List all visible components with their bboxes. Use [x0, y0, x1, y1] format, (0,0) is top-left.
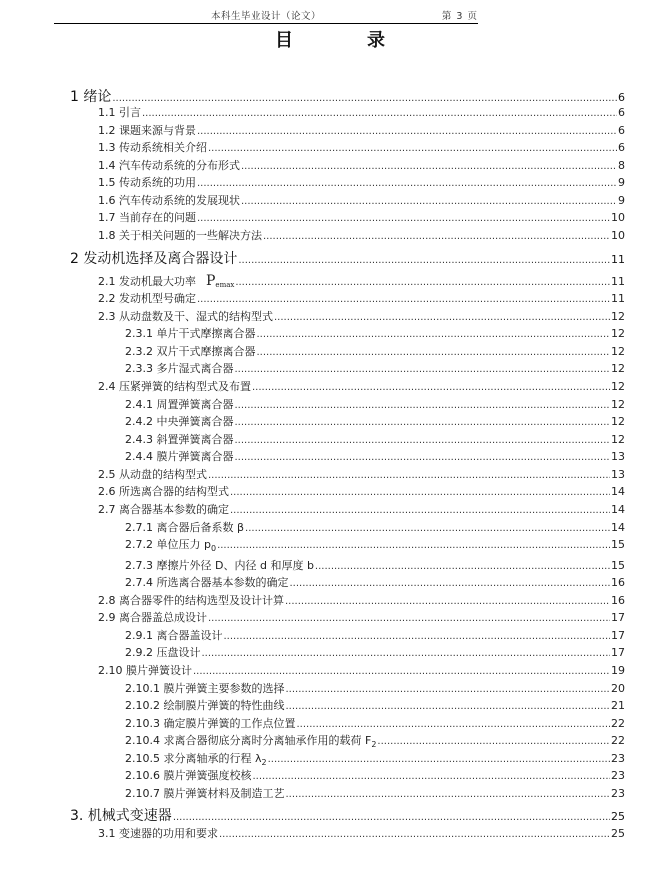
toc-entry-number: 2.7	[98, 503, 116, 516]
toc-entry-number: 1.7	[98, 211, 116, 224]
toc-entry[interactable]	[98, 290, 625, 306]
toc-entry-label	[125, 680, 285, 696]
toc-entry-number: 2.10.7	[125, 787, 160, 800]
toc-entry[interactable]	[125, 750, 625, 766]
toc-entry[interactable]	[125, 448, 625, 464]
toc-entry-number: 2.3.3	[125, 362, 153, 375]
page-header	[54, 6, 478, 24]
toc-entry-number: 1.8	[98, 229, 116, 242]
toc-entry-title: 课题来源与背景	[119, 124, 196, 137]
toc-entry-page-number: 13	[611, 450, 625, 463]
toc-entry-page-number: 12	[611, 415, 625, 428]
toc-leader-dots	[268, 754, 610, 765]
toc-entry-title: 压紧弹簧的结构型式及布置	[119, 380, 251, 393]
toc-leader-dots	[290, 578, 611, 589]
toc-entry-page-number: 21	[611, 699, 625, 712]
toc-entry[interactable]	[125, 325, 625, 341]
subscript: 2	[371, 740, 377, 749]
toc-entry-number: 2.1	[98, 275, 116, 288]
toc-entry-label	[125, 715, 296, 731]
toc-leader-dots	[285, 596, 610, 607]
toc-entry-page-number: 11	[611, 275, 625, 288]
toc-entry-page-number: 17	[611, 611, 625, 624]
toc-entry[interactable]	[125, 644, 625, 660]
toc-entry-number: 2.10.4	[125, 734, 160, 747]
toc-entry-label	[125, 519, 244, 535]
toc-entry-title: 从动盘的结构型式	[119, 468, 207, 481]
toc-entry-title: 离合器后备系数 β	[156, 521, 245, 534]
toc-leader-dots	[315, 561, 610, 572]
toc-entry-number: 2.7.2	[125, 538, 153, 551]
toc-entry-page-number: 14	[611, 485, 625, 498]
toc-entry-label	[98, 174, 196, 190]
toc-entry-page-number: 23	[611, 752, 625, 765]
toc-entry[interactable]	[70, 248, 625, 267]
toc-entry-label	[125, 536, 216, 553]
toc-entry-label	[70, 805, 172, 825]
toc-entry-title: 离合器盖总成设计	[119, 611, 207, 624]
toc-leader-dots	[142, 108, 617, 119]
toc-entry-number: 2.3	[98, 310, 116, 323]
toc-entry-title: 膜片弹簧设计	[126, 664, 192, 677]
toc-entry-page-number: 22	[611, 734, 625, 747]
toc-entry[interactable]	[98, 501, 625, 517]
toc-entry-page-number: 11	[611, 253, 625, 266]
header-title: 本科生毕业设计（论文）	[210, 11, 321, 22]
toc-entry-title: 从动盘数及干、湿式的结构型式	[119, 310, 273, 323]
toc-entry-title: 发动机选择及离合器设计	[83, 251, 238, 267]
toc-entry[interactable]	[70, 805, 625, 824]
toc-entry-page-number: 10	[611, 229, 625, 242]
toc-entry-label	[125, 644, 201, 660]
toc-entry-number: 2.4.4	[125, 450, 153, 463]
toc-entry-number: 1.1	[98, 106, 116, 119]
toc-entry-number: 2.10.5	[125, 752, 160, 765]
toc-entry[interactable]	[98, 227, 625, 243]
toc-entry[interactable]	[98, 378, 625, 394]
toc-entry[interactable]	[125, 557, 625, 573]
toc-leader-dots	[208, 470, 610, 481]
toc-entry-label	[125, 557, 314, 573]
toc-leader-dots	[230, 505, 610, 516]
toc-leader-dots	[112, 93, 617, 104]
toc-entry[interactable]	[125, 519, 625, 535]
toc-leader-dots	[208, 143, 617, 154]
toc-entry-label	[125, 697, 285, 713]
toc-entry-label	[125, 325, 256, 341]
toc-leader-dots	[286, 684, 611, 695]
toc-entry[interactable]	[98, 466, 625, 482]
toc-entry-title: 确定膜片弹簧的工作点位置	[163, 717, 296, 730]
toc-entry[interactable]	[98, 104, 625, 120]
toc-entry-page-number: 12	[611, 433, 625, 446]
toc-entry-number: 2.4.3	[125, 433, 153, 446]
toc-entry-title: 膜片弹簧主要参数的选择	[163, 682, 285, 695]
toc-leader-dots	[377, 736, 610, 747]
toc-entry-label	[98, 273, 234, 289]
toc-entry-page-number: 16	[611, 594, 625, 607]
toc-entry-label	[125, 732, 376, 749]
toc-entry-page-number: 11	[611, 292, 625, 305]
toc-leader-dots	[253, 771, 611, 782]
toc-entry-number: 2.5	[98, 468, 116, 481]
toc-entry-page-number: 23	[611, 787, 625, 800]
toc-entry-title: 传动系统相关介绍	[119, 141, 207, 154]
toc-entry-page-number: 9	[618, 194, 625, 207]
toc-entry[interactable]	[98, 122, 625, 138]
toc-leader-dots	[257, 329, 611, 340]
toc-entry[interactable]	[125, 767, 625, 783]
toc-entry[interactable]	[98, 662, 625, 678]
toc-entry-page-number: 17	[611, 646, 625, 659]
toc-entry-number: 2.4	[98, 380, 116, 393]
toc-entry-title: 膜片弹簧强度校核	[163, 769, 252, 782]
toc-entry-title: 传动系统的功用	[119, 176, 196, 189]
toc-leader-dots	[238, 255, 610, 266]
toc-leader-dots	[274, 312, 610, 323]
toc-leader-dots	[286, 701, 611, 712]
toc-entry[interactable]	[98, 273, 625, 289]
toc-entry-label	[125, 785, 285, 801]
toc-entry[interactable]	[125, 431, 625, 447]
toc-entry-page-number: 9	[618, 176, 625, 189]
toc-entry-page-number: 14	[611, 521, 625, 534]
subscript: 2	[261, 758, 267, 767]
toc-entry[interactable]	[125, 360, 625, 376]
toc-entry-title: 摩擦片外径 D、内径 d 和厚度 b	[156, 559, 314, 572]
toc-leader-dots	[197, 213, 610, 224]
toc-leader-dots	[241, 161, 617, 172]
toc-leader-dots	[235, 452, 611, 463]
toc-entry-title: 中央弹簧离合器	[156, 415, 234, 428]
toc-entry-title: 汽车传动系统的分布形式	[119, 159, 240, 172]
toc-leader-dots	[208, 613, 610, 624]
subscript: 0	[210, 544, 217, 553]
toc-entry-page-number: 6	[618, 141, 625, 154]
toc-entry[interactable]	[98, 192, 625, 208]
toc-entry-number: 2.10	[98, 664, 123, 677]
toc-entry-title: 斜置弹簧离合器	[156, 433, 234, 446]
toc-leader-dots	[219, 829, 610, 840]
toc-entry-title: 发动机最大功率	[119, 275, 196, 288]
toc-entry-label	[98, 139, 207, 155]
toc-entry-label	[98, 825, 218, 841]
toc-entry-number: 3.	[70, 808, 84, 824]
toc-entry-page-number: 16	[611, 576, 625, 589]
toc-entry-title: 所选离合器的结构型式	[119, 485, 229, 498]
toc-entry-title: 求分离轴承的行程 λ	[163, 752, 262, 765]
toc-entry-title: 引言	[119, 106, 141, 119]
toc-entry-title: 离合器盖设计	[156, 629, 223, 642]
toc-entry-label	[98, 466, 207, 482]
toc-entry-label	[125, 627, 223, 643]
toc-entry-number: 2	[70, 251, 79, 267]
toc-entry[interactable]	[125, 627, 625, 643]
toc-entry-number: 2.3.2	[125, 345, 153, 358]
toc-entry[interactable]	[98, 209, 625, 225]
toc-entry-label	[70, 248, 237, 268]
toc-entry-title: 膜片弹簧材料及制造工艺	[163, 787, 285, 800]
toc-entry-title: 所选离合器基本参数的确定	[156, 576, 289, 589]
toc-entry-page-number: 6	[618, 91, 625, 104]
toc-entry-number: 1.3	[98, 141, 116, 154]
toc-entry-label	[98, 192, 240, 208]
toc-entry[interactable]	[98, 609, 625, 625]
toc-entry-number: 2.2	[98, 292, 116, 305]
page-title: 目 录	[275, 30, 413, 51]
toc-leader-dots	[235, 417, 611, 428]
toc-entry-title: 多片湿式离合器	[156, 362, 234, 375]
toc-entry-number: 2.3.1	[125, 327, 153, 340]
toc-entry-title: 汽车传动系统的发展现状	[119, 194, 240, 207]
toc-entry-page-number: 19	[611, 664, 625, 677]
toc-entry[interactable]	[98, 483, 625, 499]
toc-entry-label	[125, 360, 234, 376]
toc-entry-page-number: 14	[611, 503, 625, 516]
toc-entry-title: 离合器零件的结构选型及设计计算	[119, 594, 284, 607]
toc-entry-number: 2.7.1	[125, 521, 153, 534]
toc-entry-number: 2.6	[98, 485, 116, 498]
toc-leader-dots	[230, 487, 610, 498]
toc-entry-title: 绪论	[83, 89, 112, 105]
toc-entry-page-number: 15	[611, 538, 625, 551]
toc-entry-page-number: 25	[611, 827, 625, 840]
toc-entry[interactable]	[98, 174, 625, 190]
toc-entry-title: 变速器的功用和要求	[119, 827, 218, 840]
toc-entry-page-number: 25	[611, 810, 625, 823]
toc-entry-title: 膜片弹簧离合器	[156, 450, 234, 463]
toc-entry-page-number: 12	[611, 310, 625, 323]
toc-leader-dots	[297, 719, 611, 730]
toc-leader-dots	[241, 196, 617, 207]
toc-entry-number: 2.7.4	[125, 576, 153, 589]
toc-entry-label	[98, 592, 284, 608]
toc-entry-title: 压盘设计	[156, 646, 201, 659]
toc-entry-label	[98, 609, 207, 625]
toc-leader-dots	[202, 648, 611, 659]
toc-entry[interactable]	[125, 785, 625, 801]
toc-entry-title: 机械式变速器	[87, 808, 172, 824]
toc-entry-number: 1.2	[98, 124, 116, 137]
toc-entry-number: 2.4.1	[125, 398, 153, 411]
toc-entry-label	[98, 662, 192, 678]
toc-entry-page-number: 15	[611, 559, 625, 572]
toc-entry-label	[98, 290, 196, 306]
toc-entry-title: 绘制膜片弹簧的特性曲线	[163, 699, 285, 712]
toc-entry[interactable]	[98, 592, 625, 608]
toc-leader-dots	[217, 540, 610, 551]
toc-leader-dots	[252, 382, 610, 393]
toc-entry-label	[98, 209, 196, 225]
toc-entry-title: 离合器基本参数的确定	[119, 503, 229, 516]
toc-entry[interactable]	[125, 697, 625, 713]
toc-entry-number: 1	[70, 89, 79, 105]
toc-entry[interactable]	[98, 157, 625, 173]
toc-entry[interactable]	[125, 732, 625, 748]
toc-leader-dots	[235, 435, 611, 446]
toc-entry-title: 发动机型号确定	[119, 292, 196, 305]
toc-entry-number: 2.7.3	[125, 559, 153, 572]
toc-leader-dots	[235, 277, 610, 288]
toc-leader-dots	[235, 364, 611, 375]
toc-entry-page-number: 20	[611, 682, 625, 695]
formula-symbol: $P_{emax}$	[206, 273, 235, 289]
toc-entry-page-number: 12	[611, 362, 625, 375]
toc-entry[interactable]	[125, 536, 625, 552]
toc-entry[interactable]	[125, 413, 625, 429]
toc-entry-title: 单位压力 p	[156, 538, 211, 551]
toc-entry-label	[98, 227, 262, 243]
toc-entry-number: 2.9	[98, 611, 116, 624]
toc-entry-page-number: 17	[611, 629, 625, 642]
toc-entry-label	[98, 483, 229, 499]
toc-entry-label	[125, 750, 267, 767]
toc-leader-dots	[224, 631, 611, 642]
toc-entry-page-number: 8	[618, 159, 625, 172]
toc-entry-label	[98, 104, 141, 120]
toc-leader-dots	[286, 789, 611, 800]
toc-entry-label	[125, 396, 234, 412]
toc-leader-dots	[197, 126, 617, 137]
toc-entry-number: 2.8	[98, 594, 116, 607]
toc-entry-number: 3.1	[98, 827, 116, 840]
toc-entry-page-number: 13	[611, 468, 625, 481]
toc-entry-page-number: 6	[618, 124, 625, 137]
toc-entry-number: 2.10.6	[125, 769, 160, 782]
toc-entry-label	[125, 448, 234, 464]
toc-entry-label	[98, 308, 273, 324]
toc-entry-page-number: 12	[611, 380, 625, 393]
toc-entry[interactable]	[98, 825, 625, 841]
toc-entry-number: 2.10.2	[125, 699, 160, 712]
toc-leader-dots	[263, 231, 610, 242]
toc-entry-page-number: 12	[611, 398, 625, 411]
toc-entry-number: 2.10.3	[125, 717, 160, 730]
toc-entry[interactable]	[98, 308, 625, 324]
toc-entry[interactable]	[98, 139, 625, 155]
toc-entry-label	[70, 86, 111, 106]
toc-leader-dots	[193, 666, 610, 677]
toc-entry-label	[98, 501, 229, 517]
toc-entry-number: 1.6	[98, 194, 116, 207]
toc-leader-dots	[235, 400, 611, 411]
toc-entry[interactable]	[125, 574, 625, 590]
toc-entry-page-number: 12	[611, 327, 625, 340]
toc-entry-title: 当前存在的问题	[119, 211, 196, 224]
toc-entry-page-number: 12	[611, 345, 625, 358]
toc-entry-title: 周置弹簧离合器	[156, 398, 234, 411]
toc-entry-label	[125, 574, 289, 590]
toc-entry[interactable]	[125, 396, 625, 412]
toc-entry-number: 2.9.1	[125, 629, 153, 642]
toc-leader-dots	[173, 812, 610, 823]
toc-entry[interactable]	[70, 86, 625, 105]
toc-entry-page-number: 22	[611, 717, 625, 730]
toc-entry-number: 2.9.2	[125, 646, 153, 659]
toc-leader-dots	[197, 178, 617, 189]
toc-entry-page-number: 6	[618, 106, 625, 119]
toc-entry-title: 单片干式摩擦离合器	[156, 327, 256, 340]
toc-entry-title: 关于相关问题的一些解决方法	[119, 229, 262, 242]
toc-entry-label	[125, 413, 234, 429]
toc-entry-label	[125, 767, 252, 783]
toc-entry-number: 1.4	[98, 159, 116, 172]
toc-leader-dots	[257, 347, 611, 358]
toc-entry-label	[125, 431, 234, 447]
toc-entry-label	[125, 343, 256, 359]
toc-entry[interactable]	[125, 715, 625, 731]
toc-entry-page-number: 23	[611, 769, 625, 782]
toc-entry-label	[98, 157, 240, 173]
toc-leader-dots	[197, 294, 610, 305]
toc-entry-title: 双片干式摩擦离合器	[156, 345, 256, 358]
toc-entry-title: 求离合器彻底分离时分离轴承作用的载荷 F	[163, 734, 372, 747]
toc-entry-number: 2.10.1	[125, 682, 160, 695]
toc-entry-label	[98, 122, 196, 138]
toc-entry-label	[98, 378, 251, 394]
toc-entry[interactable]	[125, 680, 625, 696]
header-page-number: 第 3 页	[441, 11, 478, 22]
toc-entry[interactable]	[125, 343, 625, 359]
toc-leader-dots	[245, 523, 610, 534]
toc-entry-page-number: 10	[611, 211, 625, 224]
toc-entry-number: 1.5	[98, 176, 116, 189]
toc-entry-number: 2.4.2	[125, 415, 153, 428]
